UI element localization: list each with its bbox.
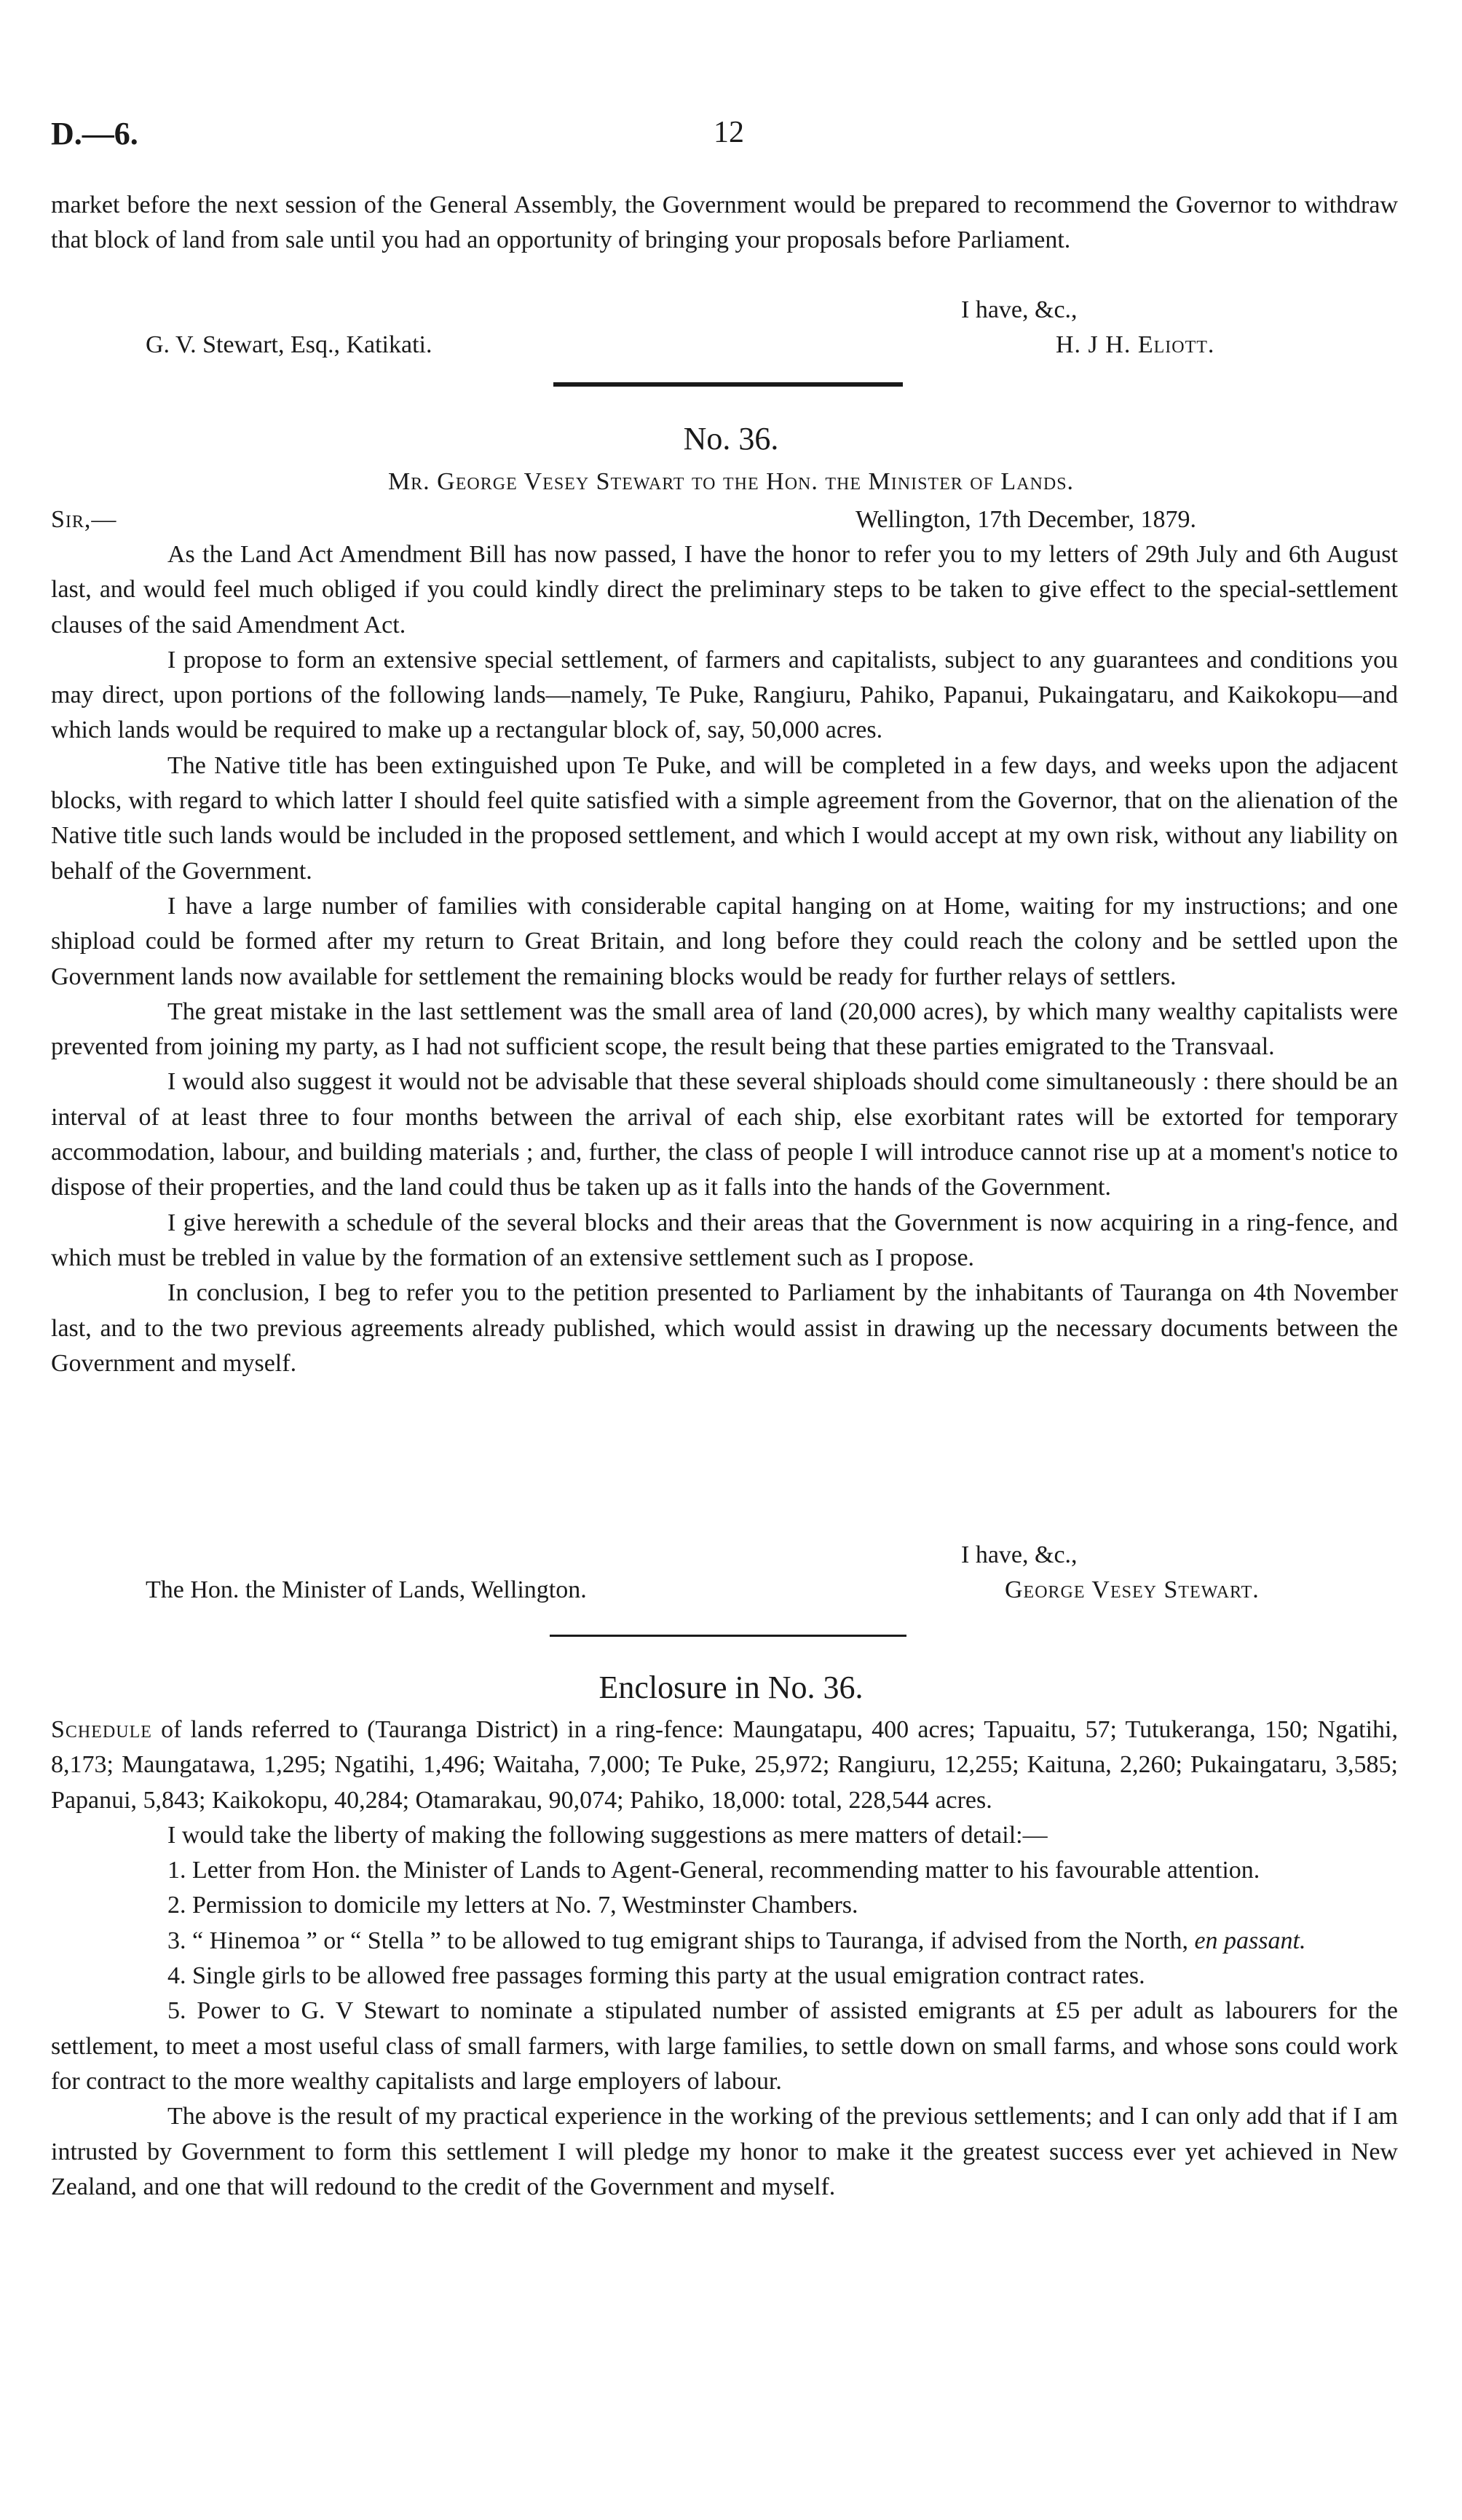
suggestions-intro: I would take the liberty of making the following suggestions as mere matters of detail:— — [167, 1821, 1048, 1849]
letter-paragraph: The great mistake in the last settlement was the small area of land (20,000 acres), by which many wealthy capitalists were prevented from joining my party, as I had not sufficient scope, the result being that these parties emigrated to the Transvaal. — [51, 998, 1398, 1061]
intro-signoff-row — [51, 328, 1398, 363]
schedule-text: of lands referred to (Tauranga District) in a ring-fence: Maungatapu, 400 acres; Tapuaitu, 57; Tutukeranga, 150; Ngatihi, 8,173; Maungatawa, 1,295; Ngatihi, 1,496; Waitaha, 7,000; Te Puke, 25,972; Rangiuru, 12,255; Kaituna, 2,260; Pukaingataru, 3,585; Papanui, 5,843; Kaikokopu, 40,284; Otamarakau, 90,074; Pahiko, 18,000: total, 228,544 acres. — [51, 1716, 1398, 1814]
letter-paragraph: I have a large number of families with considerable capital hanging on at Home, waiting for my instructions; and one shipload could be formed after my return to Great Britain, and long before they could reach the colony and be settled upon the Government lands now available for settlement the remaining blocks would be ready for further relays of settlers. — [51, 892, 1398, 990]
intro-closing-row — [51, 293, 1398, 328]
letter-paragraph: I propose to form an extensive special settlement, of farmers and capitalists, subject to any guarantees and conditions you may direct, upon portions of the following lands—namely, Te Puke, Rangiuru, Pahiko, Papanui, Pukaingataru, and Kaikokopu—and which lands would be required to make up a rectangular block of, say, 50,000 acres. — [51, 646, 1398, 744]
letter-number: No. 36. — [683, 421, 779, 457]
intro-paragraph — [51, 188, 1398, 258]
section-divider — [550, 1635, 906, 1637]
place-date: Wellington, 17th December, 1879. — [856, 506, 1197, 533]
enclosure-body — [51, 1713, 1398, 2205]
letter-body — [51, 537, 1398, 1381]
page-number: 12 — [714, 116, 744, 149]
salutation: Sir,— — [51, 506, 117, 533]
letter-paragraph: As the Land Act Amendment Bill has now passed, I have the honor to refer you to my letters of 29th July and 6th August last, and would feel much obliged if you could kindly direct the preliminary steps to be taken to give effect to the special-settlement clauses of the said Amendment Act. — [51, 541, 1398, 639]
letter-paragraph: In conclusion, I beg to refer you to the petition presented to Parliament by the inhabitants of Tauranga on 4th November last, and to the two previous agreements already published, which would assist in drawing up the necessary documents between the Government and myself. — [51, 1279, 1398, 1377]
enclosure-heading: Enclosure in No. 36. — [598, 1670, 864, 1705]
document-code: D.—6. — [51, 116, 138, 151]
intro-closing: I have, &c., — [961, 296, 1078, 323]
intro-text: market before the next session of the General Assembly, the Government would be prepared to recommend the Governor to withdraw that block of land from sale until you had an opportunity of bringing your proposals before Parliament. — [51, 191, 1398, 254]
letter-paragraph: The Native title has been extinguished upon Te Puke, and will be completed in a few days, and weeks upon the adjacent blocks, with regard to which latter I should feel quite satisfied with a simple agreement from the Governor, that on the alienation of the Native title such lands would be included in the proposed settlement, and which I would accept at my own risk, without any liability on behalf of the Government. — [51, 751, 1398, 885]
intro-recipient: G. V. Stewart, Esq., Katikati. — [146, 331, 432, 358]
salutation-row — [51, 502, 1398, 537]
letter-signature: George Vesey Stewart. — [1005, 1576, 1260, 1603]
letter-paragraph: I would also suggest it would not be advisable that these several shiploads should come simultaneously : there should be an interval of at least three to four months between the arrival of each ship, else exorbitant rates will be extorted for temporary accommodation, labour, and building materials ; and, further, the class of people I will introduce cannot rise up at a moment's notice to dispose of their properties, and the land could thus be taken up as it falls into the hands of the Government. — [51, 1068, 1398, 1201]
section-divider — [553, 382, 903, 387]
letter-closing-row — [51, 1538, 1398, 1573]
suggestion-item: 4. Single girls to be allowed free passages forming this party at the usual emigration contract rates. — [167, 1962, 1145, 1990]
schedule-paragraph — [51, 1713, 1398, 1818]
suggestion-item — [51, 1924, 1398, 1959]
letter-recipient: The Hon. the Minister of Lands, Wellington. — [146, 1576, 587, 1603]
suggestion-item: 2. Permission to domicile my letters at No. 7, Westminster Chambers. — [167, 1892, 858, 1919]
letter-from-to: Mr. George Vesey Stewart to the Hon. the Minister of Lands. — [387, 468, 1075, 495]
suggestion-item-3-italic: en passant. — [1194, 1927, 1306, 1954]
suggestion-item: 1. Letter from Hon. the Minister of Lands to Agent-General, recommending matter to his favourable attention. — [167, 1857, 1260, 1884]
schedule-lead: Schedule — [51, 1716, 152, 1743]
letter-signoff-row — [51, 1573, 1398, 1608]
enclosure-conclusion: The above is the result of my practical experience in the working of the previous settlements; and I can only add that if I am intrusted by Government to form this settlement I will pledge my honor to make it the greatest success ever yet achieved in New Zealand, and one that will redound to the credit of the Government and myself. — [51, 2103, 1398, 2200]
suggestion-item: 5. Power to G. V Stewart to nominate a stipulated number of assisted emigrants at £5 per adult as labourers for the settlement, to meet a most useful class of small farmers, with large families, to settle down on small farms, and whose sons could work for contract to the more wealthy capitalists and large employers of labour. — [51, 1997, 1398, 2095]
letter-paragraph: I give herewith a schedule of the several blocks and their areas that the Government is now acquiring in a ring-fence, and which must be trebled in value by the formation of an extensive settlement such as I propose. — [51, 1209, 1398, 1271]
letter-closing: I have, &c., — [961, 1541, 1078, 1568]
intro-signature: H. J H. Eliott. — [1056, 331, 1215, 358]
suggestion-item-3-text: 3. “ Hinemoa ” or “ Stella ” to be allowed to tug emigrant ships to Tauranga, if advised from the North, — [167, 1927, 1195, 1954]
